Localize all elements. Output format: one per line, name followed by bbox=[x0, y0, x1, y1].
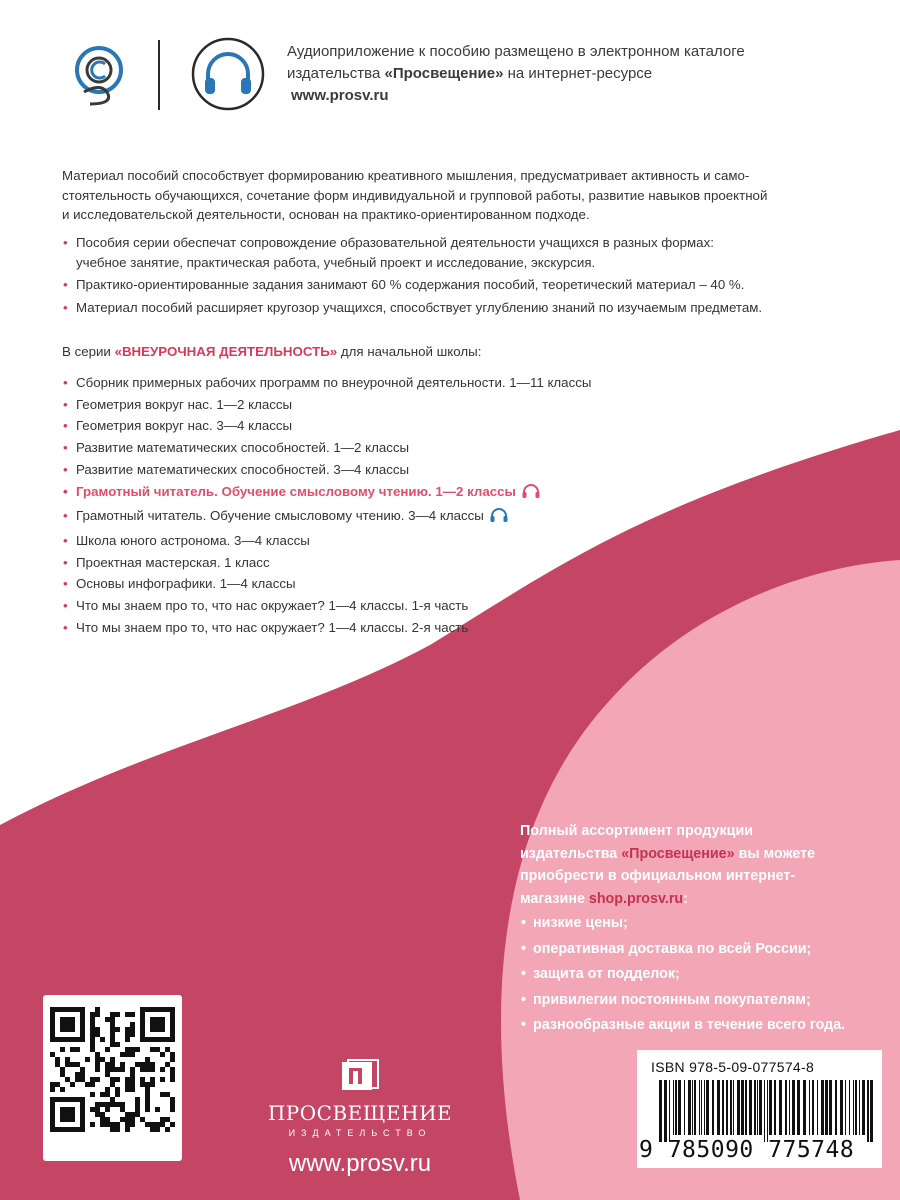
shop-line: приобрести в официальном интернет- bbox=[520, 868, 796, 884]
feature-line: • Материал пособий расширяет кругозор учащихся, способствует углублению знаний по изучаемым предметам. bbox=[76, 299, 763, 315]
intro-line-3: и исследовательской деятельности, основан на практико-ориентированном подходе. bbox=[62, 207, 590, 222]
shop-line bbox=[520, 888, 880, 911]
list-item-label: Развитие математических способностей. 1—2 классы bbox=[76, 440, 410, 456]
list-item[interactable] bbox=[62, 505, 682, 530]
publisher-brand[interactable] bbox=[260, 1058, 460, 1178]
series-heading bbox=[62, 344, 481, 359]
list-item[interactable] bbox=[62, 617, 682, 639]
intro-line-2: стоятельность обучающихся, сочетание форм индивидуальной и групповой работы, развитие навыков проектной bbox=[62, 187, 768, 203]
list-item[interactable] bbox=[62, 552, 682, 574]
feature-line: • Пособия серии обеспечат сопровождение образовательной деятельности учащихся в разных формах: bbox=[76, 235, 714, 250]
list-item-label: Основы инфографики. 1—4 классы bbox=[76, 576, 296, 592]
list-item-label: Грамотный читатель. Обучение смысловому чтению. 3—4 классы bbox=[76, 508, 484, 524]
feature-item bbox=[62, 233, 852, 272]
headphones-icon bbox=[190, 36, 266, 112]
shop-url-link[interactable]: shop.prosv.ru bbox=[588, 890, 684, 907]
series-list bbox=[62, 372, 682, 638]
list-item[interactable] bbox=[62, 573, 682, 595]
feature-line: • Практико-ориентированные задания занимают 60 % содержания пособий, теоретический материал – 40 %. bbox=[76, 277, 745, 292]
list-item-label: Что мы знаем про то, что нас окружает? 1—4 классы. 2-я часть bbox=[76, 619, 469, 635]
feature-item bbox=[62, 275, 852, 295]
isbn-barcode bbox=[637, 1050, 882, 1168]
feature-line: учебное занятие, практическая работа, учебный проект и исследование, экскурсия. bbox=[76, 254, 596, 270]
list-item-label: Проектная мастерская. 1 класс bbox=[76, 554, 270, 570]
isbn-digits: 9 785090 775748 bbox=[639, 1137, 855, 1163]
series-name: «ВНЕУРОЧНАЯ ДЕЯТЕЛЬНОСТЬ» bbox=[114, 344, 338, 359]
audio-line-1: Аудиоприложение к пособию размещено в электронном каталоге bbox=[287, 43, 745, 60]
copyright-logo-icon bbox=[72, 42, 132, 108]
list-item-label: Школа юного астронома. 3—4 классы bbox=[76, 532, 310, 548]
shop-line: Полный ассортимент продукции bbox=[520, 823, 754, 839]
publisher-url[interactable]: www.prosv.ru bbox=[288, 1150, 432, 1177]
list-item-label: Развитие математических способностей. 3—4 классы bbox=[76, 461, 410, 477]
benefit-item: • оперативная доставка по всей России; bbox=[520, 938, 880, 961]
list-item[interactable] bbox=[62, 595, 682, 617]
divider-line bbox=[158, 40, 160, 110]
publisher-logo-icon bbox=[340, 1058, 380, 1092]
shop-block bbox=[520, 820, 880, 1040]
list-item-label: Что мы знаем про то, что нас окружает? 1—4 классы. 1-я часть bbox=[76, 598, 469, 614]
audio-notice bbox=[287, 41, 847, 107]
list-item[interactable] bbox=[62, 372, 682, 394]
list-item[interactable] bbox=[62, 530, 682, 552]
list-item[interactable] bbox=[62, 415, 682, 437]
list-item-label: Геометрия вокруг нас. 3—4 классы bbox=[76, 418, 293, 434]
list-item[interactable] bbox=[62, 459, 682, 481]
shop-line-pre: магазине bbox=[520, 890, 589, 907]
shop-line-pre: издательства bbox=[520, 845, 622, 862]
benefit-item: • привилегии постоянным покупателям; bbox=[520, 989, 880, 1012]
features-list bbox=[62, 233, 852, 320]
list-item-label: Сборник примерных рабочих программ по внеурочной деятельности. 1—11 классы bbox=[76, 375, 592, 390]
benefit-item: • разнообразные акции в течение всего года. bbox=[520, 1014, 880, 1037]
benefits-list bbox=[520, 912, 880, 1037]
feature-item bbox=[62, 298, 852, 318]
benefit-item: • низкие цены; bbox=[520, 912, 880, 935]
list-item-label: Грамотный читатель. Обучение смысловому чтению. 1—2 классы bbox=[76, 483, 516, 499]
shop-brand: «Просвещение» bbox=[621, 845, 735, 862]
intro-paragraph bbox=[62, 166, 837, 225]
qr-code[interactable] bbox=[43, 995, 182, 1161]
audio-line-2-pre: издательства bbox=[287, 65, 385, 82]
publisher-name: ПРОСВЕЩЕНИЕ bbox=[267, 1101, 453, 1125]
benefit-item: • защита от подделок; bbox=[520, 963, 880, 986]
series-suffix: для начальной школы: bbox=[337, 344, 482, 359]
audio-line-2 bbox=[287, 63, 847, 85]
headphones-icon bbox=[522, 483, 540, 506]
audio-brand: «Просвещение» bbox=[384, 65, 504, 82]
list-item-label: Геометрия вокруг нас. 1—2 классы bbox=[76, 396, 293, 412]
isbn-label: ISBN 978-5-09-077574-8 bbox=[651, 1059, 815, 1075]
shop-line-post: : bbox=[683, 890, 688, 907]
headphones-icon bbox=[490, 507, 508, 530]
audio-url[interactable]: www.prosv.ru bbox=[291, 87, 389, 104]
series-prefix: В серии bbox=[62, 344, 115, 359]
list-item[interactable] bbox=[62, 437, 682, 459]
list-item-active[interactable] bbox=[62, 481, 682, 506]
list-item[interactable] bbox=[62, 394, 682, 416]
publisher-subtitle: ИЗДАТЕЛЬСТВО bbox=[288, 1128, 432, 1138]
intro-line-1: Материал пособий способствует формированию креативного мышления, предусматривает активность и само- bbox=[62, 168, 750, 183]
shop-line bbox=[520, 843, 880, 866]
audio-line-2-post: на интернет-ресурсе bbox=[503, 65, 653, 82]
shop-line-post: вы можете bbox=[734, 845, 816, 862]
